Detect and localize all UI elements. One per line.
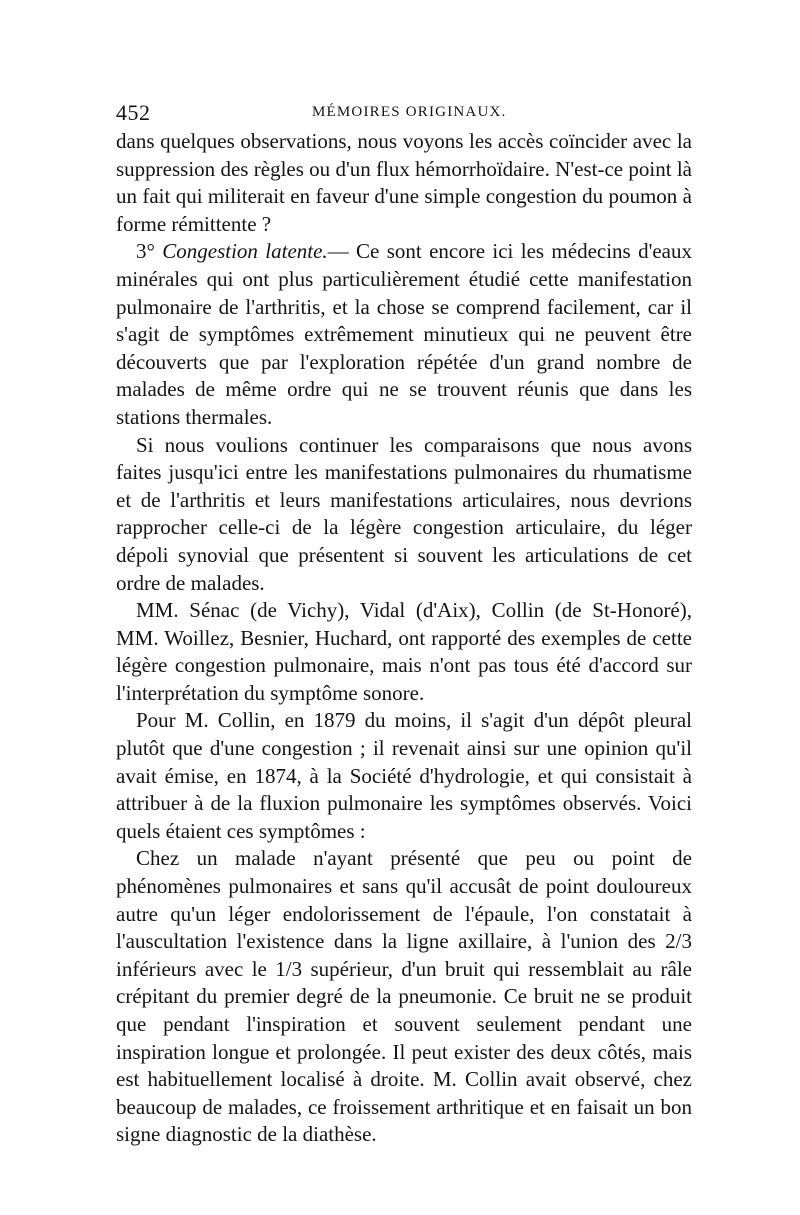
paragraph-text: MM. Sénac (de Vichy), Vidal (d'Aix), Collin (de St-Honoré), MM. Woillez, Besnier, Huchard, ont rapporté des exemples de cette légère congestion pulmonaire, mais n'ont pas tous été d'accord sur l'interprétation du symptôme sonore. — [116, 598, 692, 705]
paragraph-text: Chez un malade n'ayant présenté que peu ou point de phénomènes pulmonaires et sans qu'il accusât de point douloureux autre qu'un léger endolorissement de l'épaule, l'on constatait à l'auscultation l'existence dans la ligne axillaire, à l'union des 2/3 inférieurs avec le 1/3 supérieur, d'un bruit qui ressemblait au râle crépitant du premier degré de la pneumonie. Ce bruit ne se produit que pendant l'inspiration et souvent seulement pendant une inspiration longue et prolongée. Il peut exister des deux côtés, mais est habituellement localisé à droite. M. Collin avait observé, chez beaucoup de malades, ce froissement arthritique et en faisait un bon signe diagnostic de la diathèse. — [116, 846, 692, 1147]
paragraph-text: dans quelques observations, nous voyons les accès coïncider avec la suppression des règles ou d'un flux hémorrhoïdaire. N'est-ce point là un fait qui militerait en faveur d'une simple congestion du poumon à forme rémittente ? — [116, 129, 692, 236]
running-head: MÉMOIRES ORIGINAUX. — [312, 104, 507, 120]
paragraph — [116, 597, 692, 707]
paragraph — [116, 128, 692, 238]
body-text — [116, 128, 692, 1149]
page-number: 452 — [116, 100, 151, 125]
paragraph — [116, 432, 692, 598]
section-title: Congestion latente. — [162, 239, 328, 264]
section-number: 3° — [136, 239, 163, 264]
paragraph — [116, 707, 692, 845]
paragraph — [116, 845, 692, 1149]
paragraph-text: Si nous voulions continuer les comparaisons que nous avons faites jusqu'ici entre les manifestations pulmonaires du rhumatisme et de l'arthritis et leurs manifestations articulaires, nous devrions rapprocher celle-ci de la légère congestion articulaire, du léger dépoli synovial que présentent si souvent les articulations de cet ordre de malades. — [116, 432, 692, 595]
paragraph-text: — Ce sont encore ici les médecins d'eaux minérales qui ont plus particulièrement étudié cette manifestation pulmonaire de l'arthritis, et la chose se comprend facilement, car il s'agit de symptômes extrêmement minutieux qui ne peuvent être découverts que par l'exploration répétée d'un grand nombre de malades de même ordre qui ne se trouvent réunis que dans les stations thermales. — [116, 239, 692, 429]
page-header — [116, 100, 688, 130]
paragraph-text: Pour M. Collin, en 1879 du moins, il s'agit d'un dépôt pleural plutôt que d'une congestion ; il revenait ainsi sur une opinion qu'il avait émise, en 1874, à la Société d'hydrologie, et qui consistait à attribuer à de la fluxion pulmonaire les symptômes observés. Voici quels étaient ces symptômes : — [116, 708, 692, 843]
paragraph — [116, 238, 692, 431]
